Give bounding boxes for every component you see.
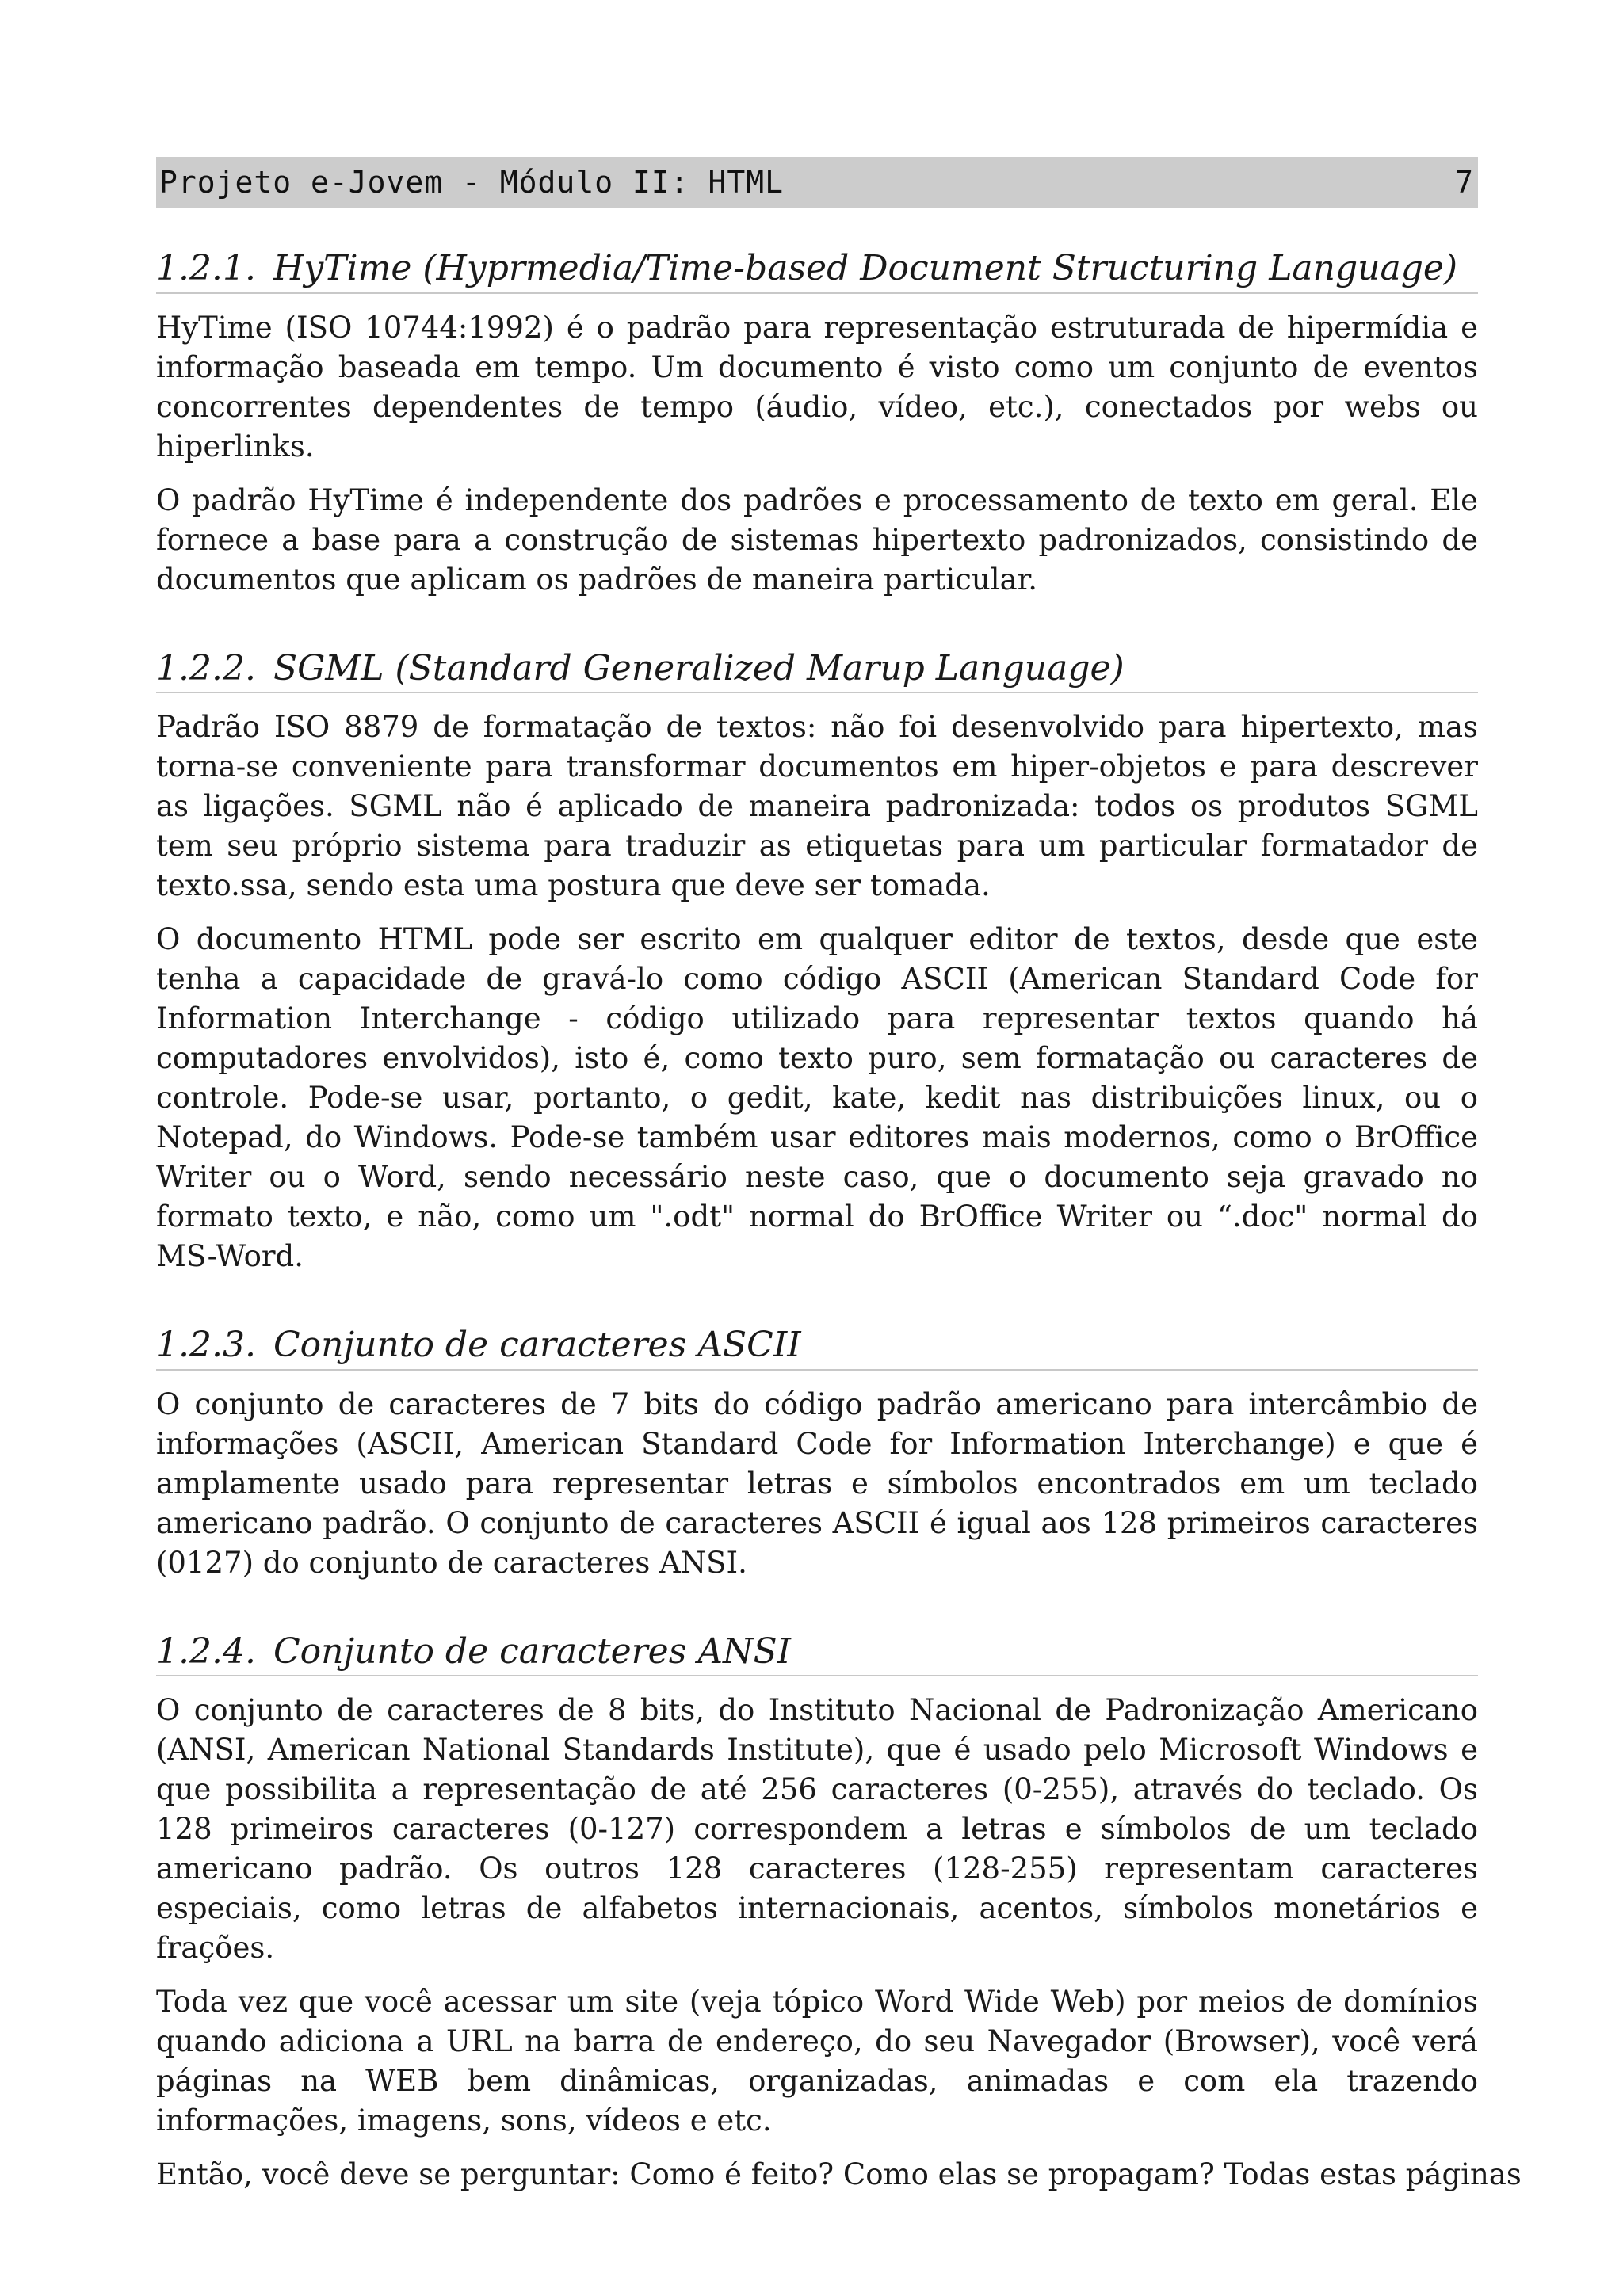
paragraph: HyTime (ISO 10744:1992) é o padrão para representação estruturada de hipermídia e informação baseada em tempo. Um documento é visto como um conjunto de eventos concorrentes dependentes de tempo (áudio, vídeo, etc.), conectados por webs ou hiperlinks.	[156, 310, 1478, 463]
section-ansi	[156, 1630, 1522, 2195]
section-number: 1.2.3.	[156, 1325, 256, 1366]
section-title: Conjunto de caracteres ASCII	[273, 1325, 801, 1366]
section-heading	[156, 1632, 1478, 1677]
page-number: 7	[1455, 165, 1473, 200]
section-title: Conjunto de caracteres ANSI	[273, 1630, 792, 1672]
paragraph: O conjunto de caracteres de 7 bits do código padrão americano para intercâmbio de informações (ASCII, American Standard Code for Information Interchange) e que é amplamente usado para representar letras e símbolos encontrados em um teclado americano padrão. O conjunto de caracteres ASCII é igual aos 128 primeiros caracteres (0127) do conjunto de caracteres ANSI.	[156, 1386, 1478, 1580]
section-ascii	[156, 1325, 1478, 1583]
section-hytime	[156, 249, 1478, 600]
section-title: SGML (Standard Generalized Marup Language)	[273, 647, 1125, 688]
section-number: 1.2.4.	[156, 1630, 256, 1672]
paragraph: Toda vez que você acessar um site (veja tópico Word Wide Web) por meios de domínios quando adiciona a URL na barra de endereço, do seu Navegador (Browser), você verá páginas na WEB bem dinâmicas, organizadas, animadas e com ela trazendo informações, imagens, sons, vídeos e etc.	[156, 1985, 1478, 2138]
section-heading	[156, 1325, 1478, 1371]
paragraph: O padrão HyTime é independente dos padrões e processamento de texto em geral. Ele fornece a base para a construção de sistemas hipertexto padronizados, consistindo de documentos que aplicam os padrões de maneira particular.	[156, 482, 1478, 597]
section-number: 1.2.2.	[156, 647, 256, 688]
paragraph: O conjunto de caracteres de 8 bits, do Instituto Nacional de Padronização Americano (ANSI, American National Standards Institute), que é usado pelo Microsoft Windows e que possibilita a representação de até 256 caracteres (0-255), através do teclado. Os 128 primeiros caracteres (0-127) correspondem a letras e símbolos de um teclado americano padrão. Os outros 128 caracteres (128-255) representam caracteres especiais, como letras de alfabetos internacionais, acentos, símbolos monetários e frações.	[156, 1693, 1478, 1966]
section-title: HyTime (Hyprmedia/Time-based Document Structuring Language)	[273, 248, 1458, 288]
section-number: 1.2.1.	[156, 248, 256, 288]
paragraph: Então, você deve se perguntar: Como é feito? Como elas se propagam? Todas estas páginas	[156, 2157, 1522, 2192]
document-page	[156, 157, 1522, 2244]
section-sgml	[156, 649, 1478, 1277]
paragraph: O documento HTML pode ser escrito em qualquer editor de textos, desde que este tenha a capacidade de gravá-lo como código ASCII (American Standard Code for Information Interchange - código utilizado para representar textos quando há computadores envolvidos), isto é, como texto puro, sem formatação ou caracteres de controle. Pode-se usar, portanto, o gedit, kate, kedit nas distribuições linux, ou o Notepad, do Windows. Pode-se também usar editores mais modernos, como o BrOffice Writer ou o Word, sendo necessário neste caso, que o documento seja gravado no formato texto, e não, como um ".odt" normal do BrOffice Writer ou “.doc" normal do MS-Word.	[156, 922, 1478, 1274]
section-heading	[156, 649, 1478, 694]
section-heading	[156, 249, 1478, 294]
paragraph: Padrão ISO 8879 de formatação de textos: não foi desenvolvido para hipertexto, mas torna-se conveniente para transformar documentos em hiper-objetos e para descrever as ligações. SGML não é aplicado de maneira padronizada: todos os produtos SGML tem seu próprio sistema para traduzir as etiquetas para um particular formatador de texto.ssa, sendo esta uma postura que deve ser tomada.	[156, 710, 1478, 903]
header-title: Projeto e-Jovem - Módulo II: HTML	[159, 165, 784, 200]
page-header	[156, 157, 1478, 208]
